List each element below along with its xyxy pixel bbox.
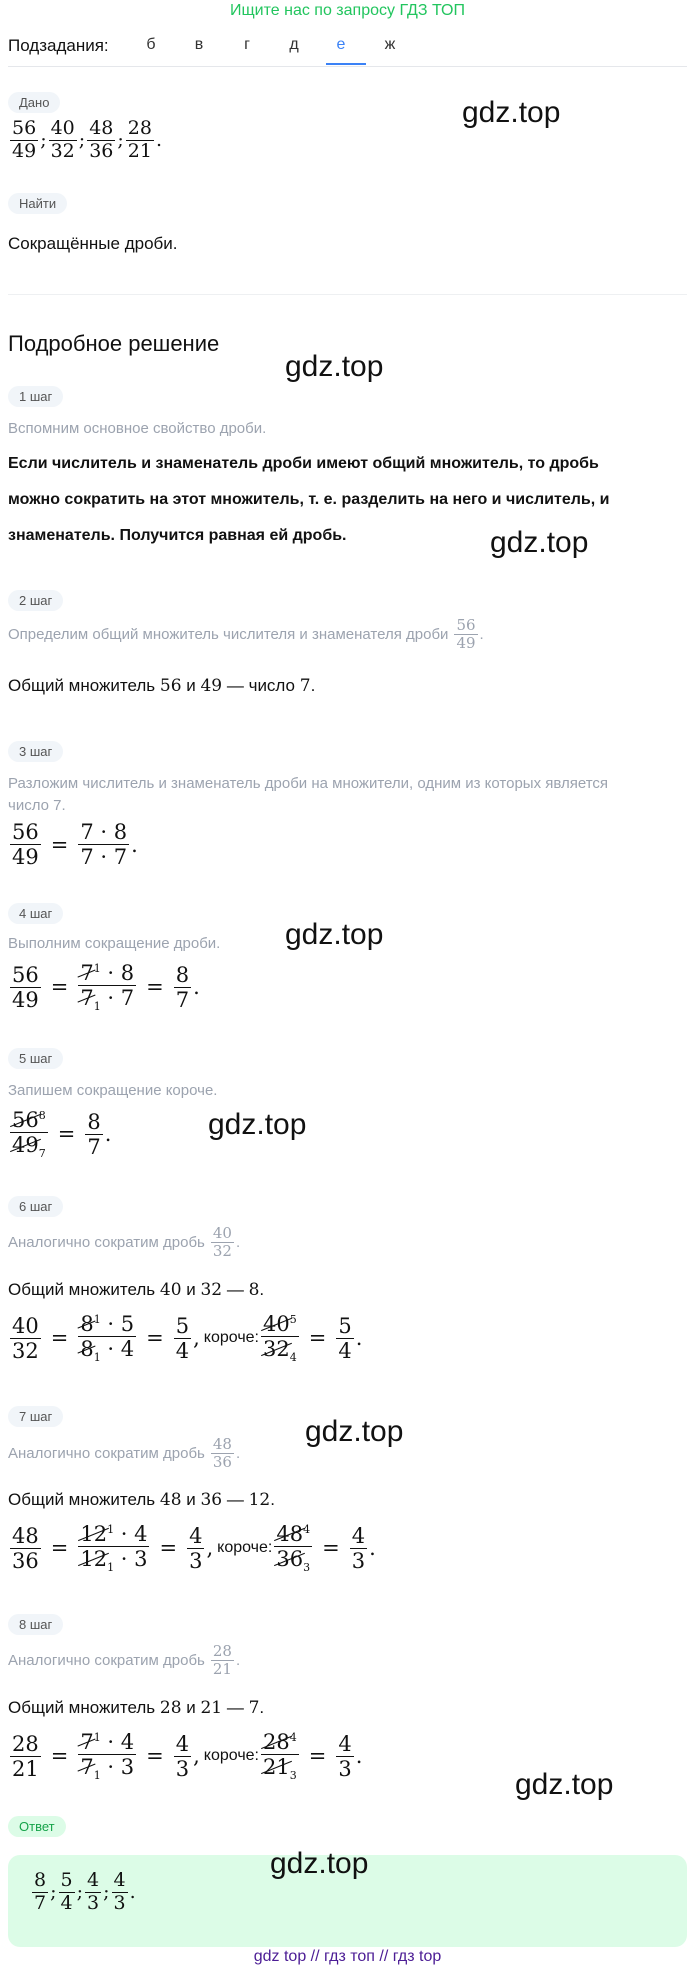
step-1-label: 1 шаг — [8, 386, 63, 407]
watermark: gdz.top — [285, 918, 384, 951]
find-text: Сокращённые дроби. — [8, 234, 178, 253]
watermark: gdz.top — [208, 1108, 307, 1141]
footer-link-gdz-top[interactable]: gdz top — [253, 1948, 307, 1965]
step-8-text: Аналогично сократим дробь $\frac{28}{21}$ . — [8, 1642, 241, 1679]
step-3-label: 3 шаг — [8, 741, 63, 762]
step-2-result: Общий множитель 56 и 49 — число 7. — [8, 676, 316, 696]
tab-zh[interactable]: ж — [384, 36, 396, 53]
step-5-label: 5 шаг — [8, 1048, 63, 1069]
step-2-label: 2 шаг — [8, 590, 63, 611]
footer-links: gdz top // гдз топ // гдз top — [253, 1948, 442, 1965]
footer-link-gdz-top-mixed[interactable]: гдз top — [392, 1948, 442, 1965]
answer-label: Ответ — [8, 1816, 66, 1837]
step-3-equation: $\frac{56}{49}$ = $\frac{7 \cdot 8}{7 \cdot 7}$ . — [12, 820, 138, 870]
step-1-rule: Если числитель и знаменатель дроби имеют общий множитель, то дробь можно сократить на этот множитель, т. е. разделить на него и числитель, и знаменатель. Получится равная ей дробь. — [8, 455, 610, 544]
tab-e[interactable]: е — [336, 36, 346, 53]
footer-link-gdz-top-ru[interactable]: гдз топ — [324, 1948, 375, 1965]
step-7-factor: Общий множитель 48 и 36 — 12. — [8, 1490, 275, 1510]
tab-v[interactable]: в — [194, 36, 204, 53]
subtasks-bar — [8, 30, 687, 67]
watermark: gdz.top — [285, 350, 384, 383]
step-4-label: 4 шаг — [8, 903, 63, 924]
step-4-text: Выполним сокращение дроби. — [8, 935, 221, 952]
search-banner: Ищите нас по запросу ГДЗ ТОП — [230, 2, 465, 19]
watermark: gdz.top — [270, 1847, 369, 1880]
step-1-text: Вспомним основное свойство дроби. — [8, 420, 267, 437]
answer-fractions: $\frac{8}{7}$ ; $\frac{5}{4}$ ; $\frac{4}{3}$ ; $\frac{4}{3}$ . — [34, 1869, 136, 1914]
step-6-text: Аналогично сократим дробь $\frac{40}{32}$ . — [8, 1224, 241, 1261]
step-8-factor: Общий множитель 28 и 21 — 7. — [8, 1698, 265, 1718]
step-6-factor: Общий множитель 40 и 32 — 8. — [8, 1280, 265, 1300]
step-7-text: Аналогично сократим дробь $\frac{48}{36}$ . — [8, 1435, 241, 1472]
step-2-text: Определим общий множитель числителя и знаменателя дроби $\frac{56}{49}$ . — [8, 616, 484, 653]
active-tab-indicator — [326, 63, 366, 65]
watermark: gdz.top — [515, 1768, 614, 1801]
step-8-label: 8 шаг — [8, 1614, 63, 1635]
given-fractions: $\frac{56}{49}$ ; $\frac{40}{32}$ ; $\frac{48}{36}$ ; $\frac{28}{21}$ . — [12, 117, 163, 162]
step-6-label: 6 шаг — [8, 1196, 63, 1217]
watermark: gdz.top — [462, 96, 561, 129]
solution-title: Подробное решение — [8, 331, 220, 356]
step-7-label: 7 шаг — [8, 1406, 63, 1427]
tab-g[interactable]: г — [244, 36, 250, 53]
find-label: Найти — [8, 193, 67, 214]
tab-d[interactable]: д — [289, 36, 299, 53]
tab-b[interactable]: б — [146, 36, 156, 53]
watermark: gdz.top — [305, 1415, 404, 1448]
divider — [8, 294, 687, 295]
step-8-equation: $\frac{28}{21}$ = $\frac{7^1 \cdot 4}{7_1 \cdot 3}$ = $\frac{4}{3}$ , короче: $\frac{28^4}{21_3}$ = $\frac{4}{3}$ . — [12, 1730, 363, 1783]
step-5-equation: $\frac{56^8}{49_7}$ = $\frac{8}{7}$ . — [12, 1108, 112, 1161]
step-6-equation: $\frac{40}{32}$ = $\frac{8^1 \cdot 5}{8_1 \cdot 4}$ = $\frac{5}{4}$ , короче: $\frac{40^5}{32_4}$ = $\frac{5}{4}$ . — [12, 1312, 363, 1365]
step-7-equation: $\frac{48}{36}$ = $\frac{12^1 \cdot 4}{12_1 \cdot 3}$ = $\frac{4}{3}$ , короче: $\frac{48^4}{36_3}$ = $\frac{4}{3}$ . — [12, 1522, 376, 1575]
given-label: Дано — [8, 92, 60, 113]
step-5-text: Запишем сокращение короче. — [8, 1082, 218, 1099]
step-3-text: Разложим числитель и знаменатель дроби на множители, одним из которых является число 7. — [8, 775, 609, 814]
subtasks-label: Подзадания: — [8, 36, 109, 55]
step-4-equation: $\frac{56}{49}$ = $\frac{7^1 \cdot 8}{7_1 \cdot 7}$ = $\frac{8}{7}$ . — [12, 961, 200, 1014]
watermark: gdz.top — [490, 526, 589, 559]
